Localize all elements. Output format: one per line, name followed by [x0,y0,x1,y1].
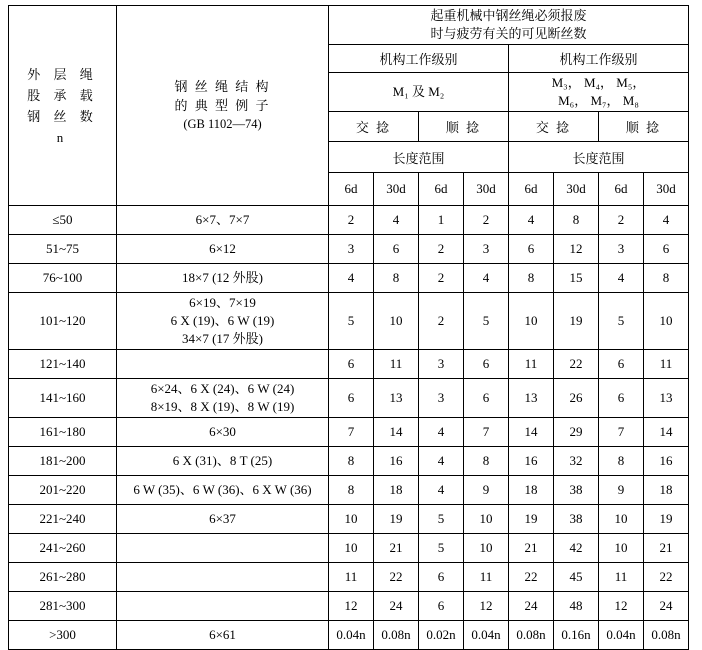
table-row [9,476,689,505]
value-cell: 0.08n [509,621,554,650]
structure-cell [117,418,329,447]
value-cell: 6 [329,379,374,418]
value-cell: 10 [599,534,644,563]
value-cell: 3 [464,235,509,264]
value-cell: 21 [644,534,689,563]
header-subcol-6d: 6d [419,173,464,206]
header-subcol-30d: 30d [554,173,599,206]
value-cell: 2 [464,206,509,235]
header-mechanism-class-group-2: 机构工作级别 [509,45,689,73]
value-cell: 4 [419,447,464,476]
structure-cell [117,534,329,563]
table-row [9,563,689,592]
header-subcol-30d: 30d [464,173,509,206]
header-subcol-30d: 30d [374,173,419,206]
value-cell: 7 [599,418,644,447]
structure-line: 6 X (31)、8 T (25) [172,453,273,468]
structure-line: 6×37 [209,511,236,526]
value-cell: 4 [509,206,554,235]
value-cell: 2 [419,235,464,264]
value-cell: 24 [644,592,689,621]
value-cell: 22 [554,350,599,379]
value-cell: 13 [509,379,554,418]
wire-count-cell: 76~100 [9,264,117,293]
structure-cell [117,621,329,650]
wire-count-cell: 241~260 [9,534,117,563]
value-cell: 0.02n [419,621,464,650]
value-cell: 3 [329,235,374,264]
value-cell: 6 [599,379,644,418]
value-cell: 24 [509,592,554,621]
wire-count-cell: 181~200 [9,447,117,476]
value-cell: 5 [464,293,509,350]
value-cell: 8 [599,447,644,476]
value-cell: 6 [374,235,419,264]
header-title [329,6,689,45]
header-line: 钢 丝 数 [27,108,98,124]
table-row [9,350,689,379]
table-body [9,206,689,650]
header-line: 钢 丝 绳 结 构 [174,79,271,94]
wire-count-cell: ≤50 [9,206,117,235]
value-cell: 10 [329,505,374,534]
header-subcol-6d: 6d [329,173,374,206]
value-cell: 0.04n [599,621,644,650]
value-cell: 2 [419,264,464,293]
value-cell: 3 [419,350,464,379]
value-cell: 6 [329,350,374,379]
value-cell: 8 [644,264,689,293]
value-cell: 12 [464,592,509,621]
header-gb-standard: (GB 1102—74) [183,117,262,131]
class-line: M₁ 及 M₂ [392,84,445,99]
title-line: 起重机械中钢丝绳必须报废 [430,8,587,23]
structure-line: 6×61 [209,627,236,642]
value-cell: 4 [419,418,464,447]
structure-line: 6 X (19)、6 W (19) [170,313,275,328]
value-cell: 22 [509,563,554,592]
structure-cell [117,206,329,235]
value-cell: 7 [329,418,374,447]
table-row [9,206,689,235]
header-lay-cross-1: 交 捻 [329,112,419,142]
structure-cell [117,379,329,418]
value-cell: 6 [509,235,554,264]
value-cell: 22 [644,563,689,592]
header-subcol-6d: 6d [509,173,554,206]
value-cell: 4 [644,206,689,235]
value-cell: 21 [509,534,554,563]
wire-count-cell: >300 [9,621,117,650]
value-cell: 8 [374,264,419,293]
value-cell: 6 [419,563,464,592]
structure-line: 6×12 [209,241,236,256]
value-cell: 11 [374,350,419,379]
header-subcol-6d: 6d [599,173,644,206]
value-cell: 5 [329,293,374,350]
value-cell: 45 [554,563,599,592]
value-cell: 5 [599,293,644,350]
table-row [9,447,689,476]
structure-line: 6×19、7×19 [189,295,256,310]
value-cell: 38 [554,476,599,505]
value-cell: 9 [464,476,509,505]
value-cell: 22 [374,563,419,592]
wire-rope-discard-table [8,5,689,650]
value-cell: 16 [509,447,554,476]
value-cell: 19 [509,505,554,534]
value-cell: 8 [554,206,599,235]
table-row [9,621,689,650]
wire-count-cell: 261~280 [9,563,117,592]
value-cell: 14 [374,418,419,447]
value-cell: 14 [509,418,554,447]
value-cell: 2 [599,206,644,235]
value-cell: 11 [509,350,554,379]
table-header [9,6,689,206]
value-cell: 4 [329,264,374,293]
value-cell: 6 [419,592,464,621]
value-cell: 0.04n [329,621,374,650]
structure-cell [117,235,329,264]
structure-cell [117,505,329,534]
table-row [9,534,689,563]
value-cell: 2 [329,206,374,235]
header-wire-count-column [9,6,117,206]
structure-cell [117,293,329,350]
structure-cell [117,447,329,476]
header-length-range-1: 长度范围 [329,142,509,173]
structure-cell [117,592,329,621]
structure-cell [117,563,329,592]
value-cell: 38 [554,505,599,534]
header-structure-column [117,6,329,206]
value-cell: 8 [464,447,509,476]
value-cell: 12 [599,592,644,621]
value-cell: 12 [329,592,374,621]
value-cell: 48 [554,592,599,621]
value-cell: 11 [464,563,509,592]
wire-count-cell: 101~120 [9,293,117,350]
value-cell: 10 [374,293,419,350]
value-cell: 6 [599,350,644,379]
value-cell: 11 [329,563,374,592]
value-cell: 6 [464,350,509,379]
value-cell: 8 [509,264,554,293]
value-cell: 19 [644,505,689,534]
title-line: 时与疲劳有关的可见断丝数 [430,26,587,41]
table-row [9,235,689,264]
header-line: n [56,129,69,145]
value-cell: 11 [644,350,689,379]
value-cell: 4 [374,206,419,235]
value-cell: 1 [419,206,464,235]
header-mechanism-class-group-1: 机构工作级别 [329,45,509,73]
structure-line: 8×19、8 X (19)、8 W (19) [150,399,295,414]
table-row [9,379,689,418]
value-cell: 11 [599,563,644,592]
value-cell: 0.16n [554,621,599,650]
value-cell: 18 [644,476,689,505]
value-cell: 3 [419,379,464,418]
value-cell: 7 [464,418,509,447]
wire-count-cell: 161~180 [9,418,117,447]
wire-count-cell: 221~240 [9,505,117,534]
header-subcol-30d: 30d [644,173,689,206]
value-cell: 10 [464,505,509,534]
table-row [9,418,689,447]
wire-count-cell: 201~220 [9,476,117,505]
value-cell: 10 [599,505,644,534]
value-cell: 19 [374,505,419,534]
value-cell: 3 [599,235,644,264]
value-cell: 13 [644,379,689,418]
header-lay-cross-2: 交 捻 [509,112,599,142]
value-cell: 21 [374,534,419,563]
header-line: 的 典 型 例 子 [174,98,271,113]
structure-line: 6×7、7×7 [195,212,250,227]
value-cell: 4 [419,476,464,505]
value-cell: 10 [464,534,509,563]
class-line: M₃， M₄， M₅， [551,75,646,90]
header-lay-lang-2: 顺 捻 [599,112,689,142]
header-lay-lang-1: 顺 捻 [419,112,509,142]
structure-line: 6×30 [209,424,236,439]
header-line: 外 层 绳 [27,66,98,82]
value-cell: 6 [644,235,689,264]
value-cell: 42 [554,534,599,563]
value-cell: 13 [374,379,419,418]
value-cell: 29 [554,418,599,447]
header-class-m3-m8 [509,73,689,112]
value-cell: 12 [554,235,599,264]
wire-count-cell: 121~140 [9,350,117,379]
value-cell: 14 [644,418,689,447]
structure-line: 6×24、6 X (24)、6 W (24) [150,381,295,396]
wire-count-cell: 281~300 [9,592,117,621]
header-line: 股 承 载 [27,87,98,103]
value-cell: 8 [329,476,374,505]
value-cell: 24 [374,592,419,621]
value-cell: 0.08n [644,621,689,650]
wire-count-cell: 141~160 [9,379,117,418]
table-row [9,505,689,534]
header-class-m1-m2 [329,73,509,112]
value-cell: 18 [374,476,419,505]
structure-cell [117,264,329,293]
value-cell: 2 [419,293,464,350]
table-row [9,264,689,293]
value-cell: 18 [509,476,554,505]
value-cell: 19 [554,293,599,350]
value-cell: 16 [644,447,689,476]
class-line: M₆， M₇， M₈ [558,93,639,108]
structure-line: 6 W (35)、6 W (36)、6 X W (36) [133,482,312,497]
table-row [9,293,689,350]
value-cell: 10 [329,534,374,563]
value-cell: 0.08n [374,621,419,650]
value-cell: 9 [599,476,644,505]
value-cell: 10 [509,293,554,350]
structure-line: 34×7 (17 外股) [182,331,263,346]
structure-cell [117,476,329,505]
value-cell: 26 [554,379,599,418]
wire-count-cell: 51~75 [9,235,117,264]
header-length-range-2: 长度范围 [509,142,689,173]
value-cell: 5 [419,534,464,563]
value-cell: 10 [644,293,689,350]
value-cell: 16 [374,447,419,476]
value-cell: 4 [464,264,509,293]
value-cell: 15 [554,264,599,293]
table-row [9,592,689,621]
value-cell: 32 [554,447,599,476]
value-cell: 0.04n [464,621,509,650]
structure-cell [117,350,329,379]
value-cell: 5 [419,505,464,534]
value-cell: 8 [329,447,374,476]
value-cell: 6 [464,379,509,418]
value-cell: 4 [599,264,644,293]
structure-line: 18×7 (12 外股) [182,270,263,285]
